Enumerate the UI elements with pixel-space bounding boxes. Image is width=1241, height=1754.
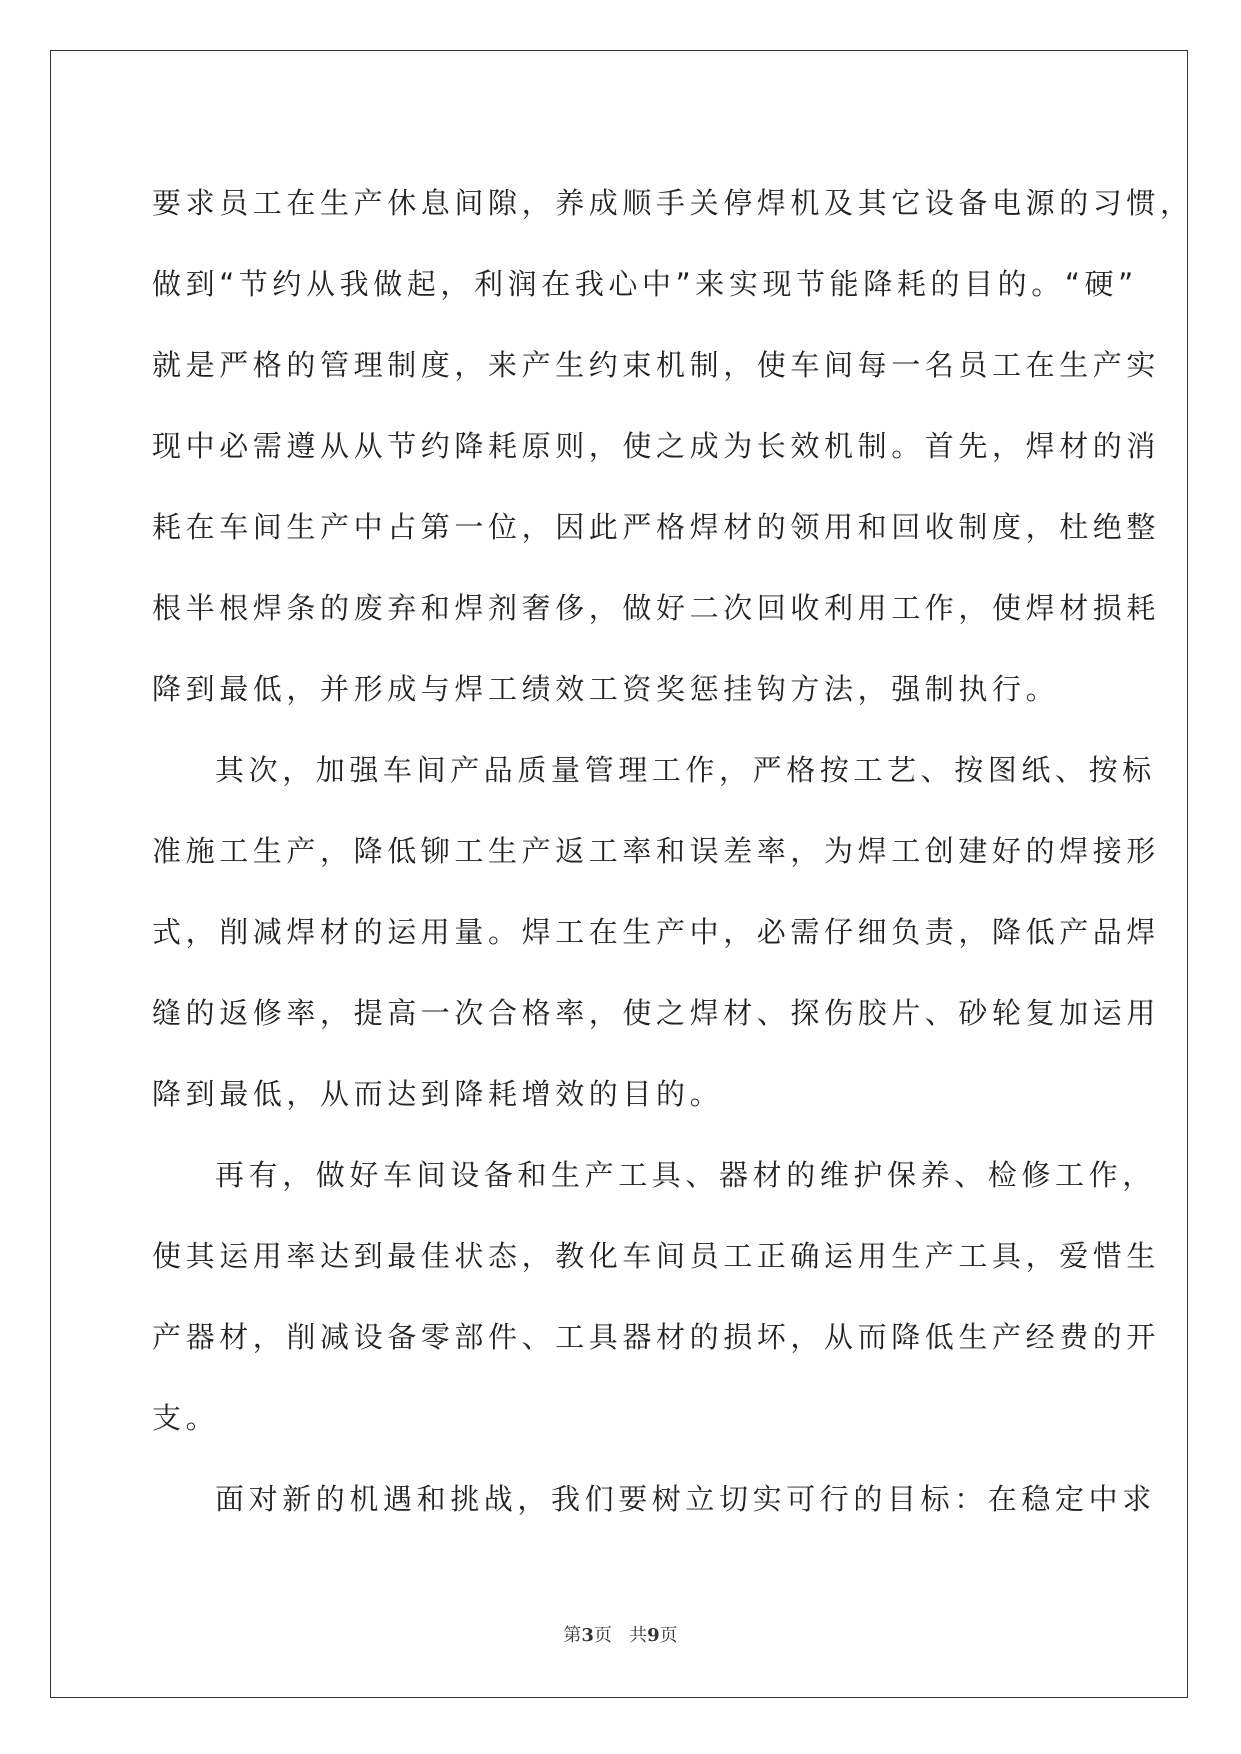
- text-line: 现中必需遵从从节约降耗原则，使之成为长效机制。首先，焊材的消: [152, 429, 1161, 463]
- total-label-prefix: 共: [629, 1625, 648, 1646]
- total-label-suffix: 页: [659, 1625, 678, 1646]
- text-line: 降到最低，并形成与焊工绩效工资奖惩挂钩方法，强制执行。: [152, 672, 1060, 706]
- text-line: 耗在车间生产中占第一位，因此严格焊材的领用和回收制度，杜绝整: [152, 510, 1161, 544]
- paragraph-start-line: 再有，做好车间设备和生产工具、器材的维护保养、检修工作，: [215, 1158, 1156, 1192]
- total-pages: 9: [647, 1625, 660, 1646]
- page-number: 3: [581, 1625, 594, 1646]
- paragraph-start-line: 其次，加强车间产品质量管理工作，严格按工艺、按图纸、按标: [215, 753, 1156, 787]
- page-footer: [0, 1621, 1241, 1647]
- text-line: 支。: [152, 1401, 220, 1435]
- text-line: 准施工生产，降低铆工生产返工率和误差率，为焊工创建好的焊接形: [152, 834, 1161, 868]
- paragraph-start-line: 面对新的机遇和挑战，我们要树立切实可行的目标：在稳定中求: [215, 1482, 1156, 1516]
- page-label-prefix: 第: [563, 1625, 582, 1646]
- text-line: 降到最低，从而达到降耗增效的目的。: [152, 1077, 724, 1111]
- text-line: 产器材，削减设备零部件、工具器材的损坏，从而降低生产经费的开: [152, 1320, 1161, 1354]
- text-line: 式，削减焊材的运用量。焊工在生产中，必需仔细负责，降低产品焊: [152, 915, 1161, 949]
- text-line: 做到“节约从我做起，利润在我心中”来实现节能降耗的目的。“硬”: [152, 267, 1138, 301]
- page-label-suffix: 页: [593, 1625, 612, 1646]
- document-body: [152, 163, 1194, 1540]
- text-line: 缝的返修率，提高一次合格率，使之焊材、探伤胶片、砂轮复加运用: [152, 996, 1161, 1030]
- text-line: 要求员工在生产休息间隙，养成顺手关停焊机及其它设备电源的习惯，: [152, 186, 1194, 220]
- text-line: 就是严格的管理制度，来产生约束机制，使车间每一名员工在生产实: [152, 348, 1161, 382]
- text-line: 使其运用率达到最佳状态，教化车间员工正确运用生产工具，爱惜生: [152, 1239, 1161, 1273]
- text-line: 根半根焊条的废弃和焊剂奢侈，做好二次回收利用工作，使焊材损耗: [152, 591, 1161, 625]
